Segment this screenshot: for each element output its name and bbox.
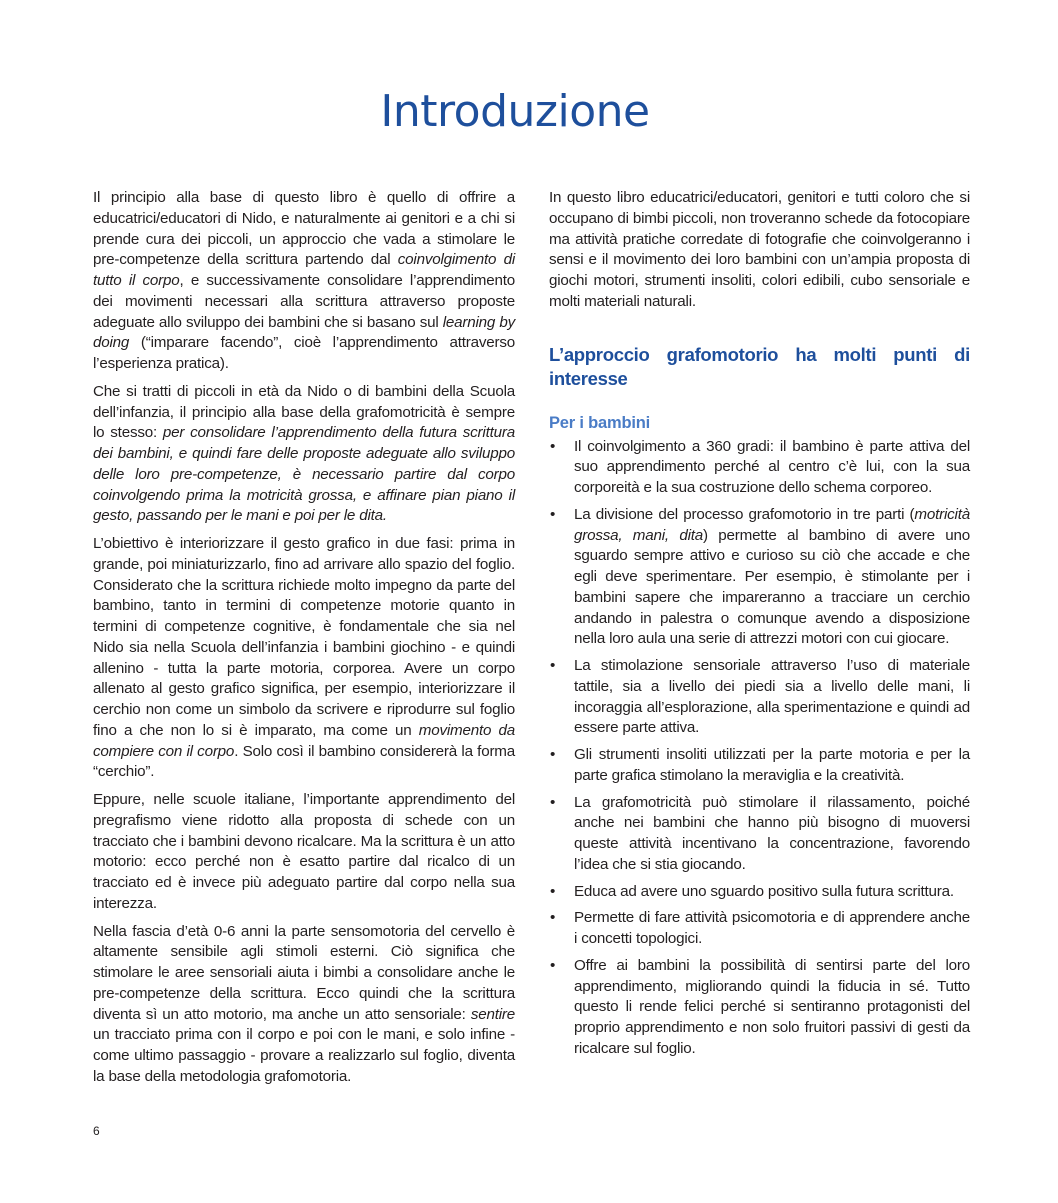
list-item-text: ) permette al bambino di avere uno sguardo sempre attivo e curioso su ciò che accade e che egli deve sperimentare. Per esempio, è stimolante per i bambini sapere che impareranno a tracciare un cerchio andando in palestra o comunque avendo a disposizione nella loro aula una serie di attrezzi motori con cui giocare.: [574, 526, 970, 648]
paragraph-text: Nella fascia d’età 0-6 anni la parte sensomotoria del cervello è altamente sensibile agli stimoli esterni. Ciò significa che stimolare le aree sensoriali aiuta i bimbi a consolidare anche le pre-competenze della scrittura. Ecco quindi che la scrittura diventa sì un atto motorio, ma anche un atto sensoriale:: [93, 922, 515, 1023]
emphasis-text: movimento da compiere con il corpo: [93, 721, 515, 760]
paragraph-text: un tracciato prima con il corpo e poi con le mani, e solo infine - come ultimo passaggio - provare a realizzarlo sul foglio, diventa la base della metodologia grafomotoria.: [93, 1026, 515, 1085]
paragraph-objective: [93, 534, 515, 783]
paragraph-principle: [93, 188, 515, 375]
bullet-icon: •: [550, 505, 556, 523]
list-item-text: Offre ai bambini la possibilità di sentirsi parte del loro apprendimento, migliorando quindi la fiducia in sé. Tutto questo li rende felici perché si sentiranno protagonisti del proprio apprendimento e non solo fruitori passivi di gesti da ricalcare sul foglio.: [574, 956, 970, 1057]
paragraph-italian-schools: Eppure, nelle scuole italiane, l’importante apprendimento del pregrafismo viene ridotto alla proposta di schede con un tracciato che i bambini devono ricalcare. Ma la scrittura è un atto motorio: ecco perché non è esatto partire dal ricalco di un tracciato ed è invece più adeguato partire dal corpo nella sua interezza.: [93, 791, 515, 912]
list-item: [549, 793, 970, 876]
paragraph-text: Il principio alla base di questo libro è quello di offrire a educatrici/educatori di Nido, e naturalmente ai genitori e a chi si prende cura dei piccoli, un approccio che vada a stimolare le pre-competenze della scrittura partendo dal: [93, 189, 515, 269]
list-item-text: Permette di fare attività psicomotoria e di apprendere anche i concetti topologici.: [574, 909, 970, 947]
paragraph-text: , e successivamente consolidare l’apprendimento dei movimenti necessari alla scrittura attraverso proposte adeguate allo sviluppo dei bambini che si basano sul: [93, 272, 515, 331]
list-item: [549, 656, 970, 739]
list-item-text: La grafomotricità può stimolare il rilassamento, poiché anche nei bambini che hanno più bisogno di muoversi queste attività incentivano la concentrazione, favorendo l’idea che si stia giocando.: [574, 793, 970, 873]
paragraph-sensorimotor: [93, 922, 515, 1088]
list-item: [549, 437, 970, 499]
emphasis-text: learning by doing: [93, 313, 515, 352]
page-title: Introduzione: [380, 86, 650, 137]
bullet-icon: •: [550, 882, 556, 900]
list-item: [549, 745, 970, 787]
page-number: 6: [93, 1124, 100, 1138]
paragraph-text: L’obiettivo è interiorizzare il gesto grafico in due fasi: prima in grande, poi miniaturizzarlo, fino ad arrivare allo spazio del foglio. Considerato che la scrittura richiede molto impegno da parte del bambino, tanto in termini di competenze motorie quanto in termini di competenze cognitive, è fondamentale che sia nel Nido sia nella Scuola dell’infanzia i bambini giochino - e quindi allenino - tutta la parte motoria, corporea. Avere un corpo allenato al gesto grafico significa, per esempio, interiorizzare il cerchio non come un simbolo da scrivere e riprodurre sul foglio fino a che non lo si è imparato, ma come un: [93, 535, 515, 739]
list-item-text: Il coinvolgimento a 360 gradi: il bambino è parte attiva del suo apprendimento perché al centro c’è lui, con la sua corporeità e la sua costruzione dello schema corporeo.: [574, 437, 970, 496]
list-item-text: La stimolazione sensoriale attraverso l’uso di materiale tattile, sia a livello dei piedi sia a livello delle mani, li incoraggia all’esplorazione, alla sperimentazione e quindi ad essere parte attiva.: [574, 657, 970, 737]
list-item: [549, 882, 970, 903]
list-item-text: Educa ad avere uno sguardo positivo sulla futura scrittura.: [574, 882, 954, 900]
bullet-icon: •: [550, 909, 556, 927]
list-item-text: Gli strumenti insoliti utilizzati per la parte motoria e per la parte grafica stimolano la meraviglia e la creatività.: [574, 746, 970, 784]
list-item: [549, 956, 970, 1060]
section-heading: L’approccio grafomotorio ha molti punti di interesse: [549, 343, 970, 389]
emphasis-text: motricità grossa, mani, dita: [574, 505, 970, 544]
bullet-icon: •: [550, 746, 556, 763]
emphasis-text: coinvolgimento di tutto il corpo: [93, 251, 515, 289]
paragraph-text: . Solo così il bambino considererà la forma “cerchio”.: [93, 742, 515, 781]
emphasis-text: per consolidare l’apprendimento della futura scrittura dei bambini, e quindi fare delle proposte adeguate allo sviluppo delle loro pre-competenze, è necessario partire dal corpo coinvolgendo prima la motricità grossa, e affinare pian piano il gesto, passando per le mani e poi per le dita.: [93, 424, 515, 525]
paragraph-text: (“imparare facendo”, cioè l’apprendimento attraverso l’esperienza pratica).: [93, 334, 515, 372]
left-column: [93, 188, 515, 1095]
paragraph-grafomotricity: [93, 382, 515, 527]
paragraph-text: Che si tratti di piccoli in età da Nido o di bambini della Scuola dell’infanzia, il principio alla base della grafomotricità è sempre lo stesso:: [93, 382, 515, 442]
bullet-icon: •: [550, 657, 556, 674]
list-item-text: La divisione del processo grafomotorio in tre parti (: [574, 505, 915, 523]
sub-heading-children: Per i bambini: [549, 413, 651, 432]
benefits-list: [549, 437, 970, 1060]
bullet-icon: •: [550, 956, 556, 974]
right-column: [549, 188, 970, 1066]
list-item: [549, 505, 970, 650]
paragraph-book-intro: In questo libro educatrici/educatori, genitori e tutti coloro che si occupano di bimbi piccoli, non troveranno schede da fotocopiare ma attività pratiche corredate di fotografie che coinvolgeranno i sensi e il movimento dei loro bambini con un’ampia proposta di giochi motori, strumenti insoliti, colori edibili, cubo sensoriale e molti materiali naturali.: [549, 189, 970, 310]
list-item: [549, 908, 970, 950]
bullet-icon: •: [550, 437, 556, 455]
bullet-icon: •: [550, 793, 556, 811]
emphasis-text: sentire: [470, 1005, 515, 1023]
